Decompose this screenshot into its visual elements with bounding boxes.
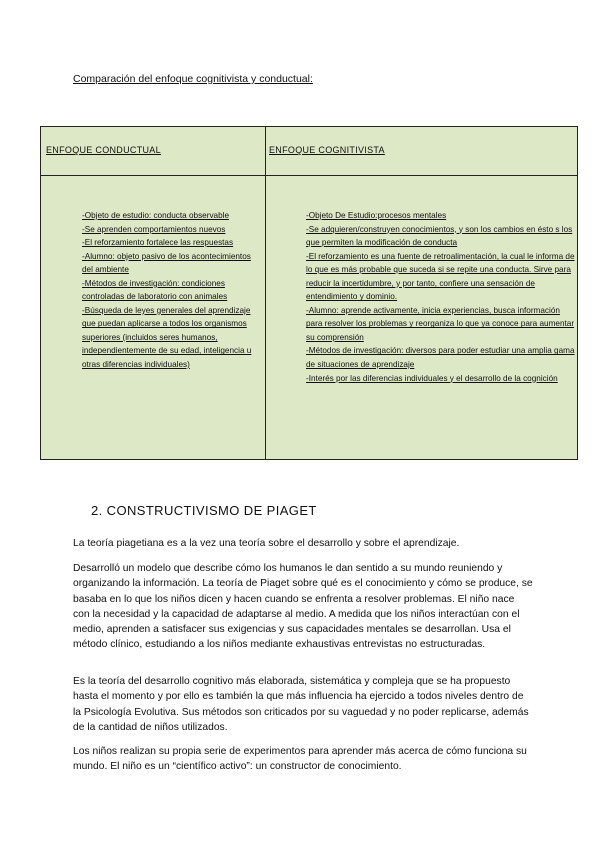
paragraph: Es la teoría del desarrollo cognitivo más elaborada, sistemática y compleja que se ha propuesto hasta el momento y por ello es también la que más influencia ha ejercido a todos niveles dentro de la Psicología Evolutiva. Sus métodos son criticados por su vaguedad y no poder replicarse, además de la cantidad de niños utilizados. — [73, 676, 529, 733]
list-item: -El reforzamiento es una fuente de retroalimentación, la cual le informa de lo que es más probable que suceda si se repite una conducta. Sirve para reducir la incertidumbre, y por tanto, confiere una sensación de entendimiento y dominio. — [306, 251, 575, 302]
column-divider — [265, 127, 266, 459]
cognitivista-list — [306, 209, 576, 385]
list-item: -Métodos de investigación: diversos para poder estudiar una amplia gama de situaciones de aprendizaje — [306, 346, 575, 370]
section-title: 2. CONSTRUCTIVISMO DE PIAGET — [91, 503, 317, 518]
list-item: -Objeto de estudio: conducta observable — [82, 211, 230, 220]
comparison-table — [40, 126, 578, 460]
paragraph: Los niños realizan su propia serie de experimentos para aprender más acerca de cómo funciona su mundo. El niño es un “científico activo”: un constructor de conocimiento. — [73, 746, 527, 773]
list-item: -Interés por las diferencias individuales y el desarrollo de la cognición — [306, 373, 558, 383]
table-header-row — [41, 127, 577, 176]
list-item: -Objeto De Estudio:procesos mentales — [306, 211, 447, 220]
list-item: -Se aprenden comportamientos nuevos — [82, 224, 226, 234]
list-item: -Alumno: aprende activamente, inicia experiencias, busca información para resolver los problemas y reorganiza lo que ya conoce para aumentar su comprensión — [306, 305, 575, 342]
list-item: -Se adquieren/construyen conocimientos, y son los cambios en ésto s los que permiten la modificación de conducta — [306, 224, 573, 248]
paragraph: Desarrolló un modelo que describe cómo los humanos le dan sentido a su mundo reuniendo y organizando la información. La teoría de Piaget sobre qué es el conocimiento y cómo se produce, se basaba en lo que los niños dicen y hacen cuando se enfrenta a resolver problemas. El niño nace con la necesidad y la capacidad de adaptarse al medio. A medida que los niños interactúan con el medio, aprenden a satisfacer sus exigencias y sus capacidades mentales se desarrollan. Usa el método clínico, estudiando a los niños mediante exhaustivas entrevistas no estructuradas. — [73, 563, 533, 651]
page-heading: Comparación del enfoque cognitivista y conductual: — [73, 73, 313, 85]
list-item: -Alumno: objeto pasivo de los acontecimientos del ambiente — [82, 251, 251, 275]
header-conductual: ENFOQUE CONDUCTUAL — [46, 145, 161, 155]
paragraph: La teoría piagetiana es a la vez una teoría sobre el desarrollo y sobre el aprendizaje. — [73, 538, 460, 549]
list-item: -Métodos de investigación: condiciones controladas de laboratorio con animales — [82, 278, 228, 302]
list-item: -Búsqueda de leyes generales del aprendizaje que puedan aplicarse a todos los organismos superiores (incluidos seres humanos, independientemente de su edad, inteligencia u otras diferencias individuales) — [82, 305, 252, 370]
header-cognitivista: ENFOQUE COGNITIVISTA — [269, 145, 385, 155]
list-item: -El reforzamiento fortalece las respuestas — [82, 238, 234, 248]
conductual-list — [82, 209, 259, 372]
